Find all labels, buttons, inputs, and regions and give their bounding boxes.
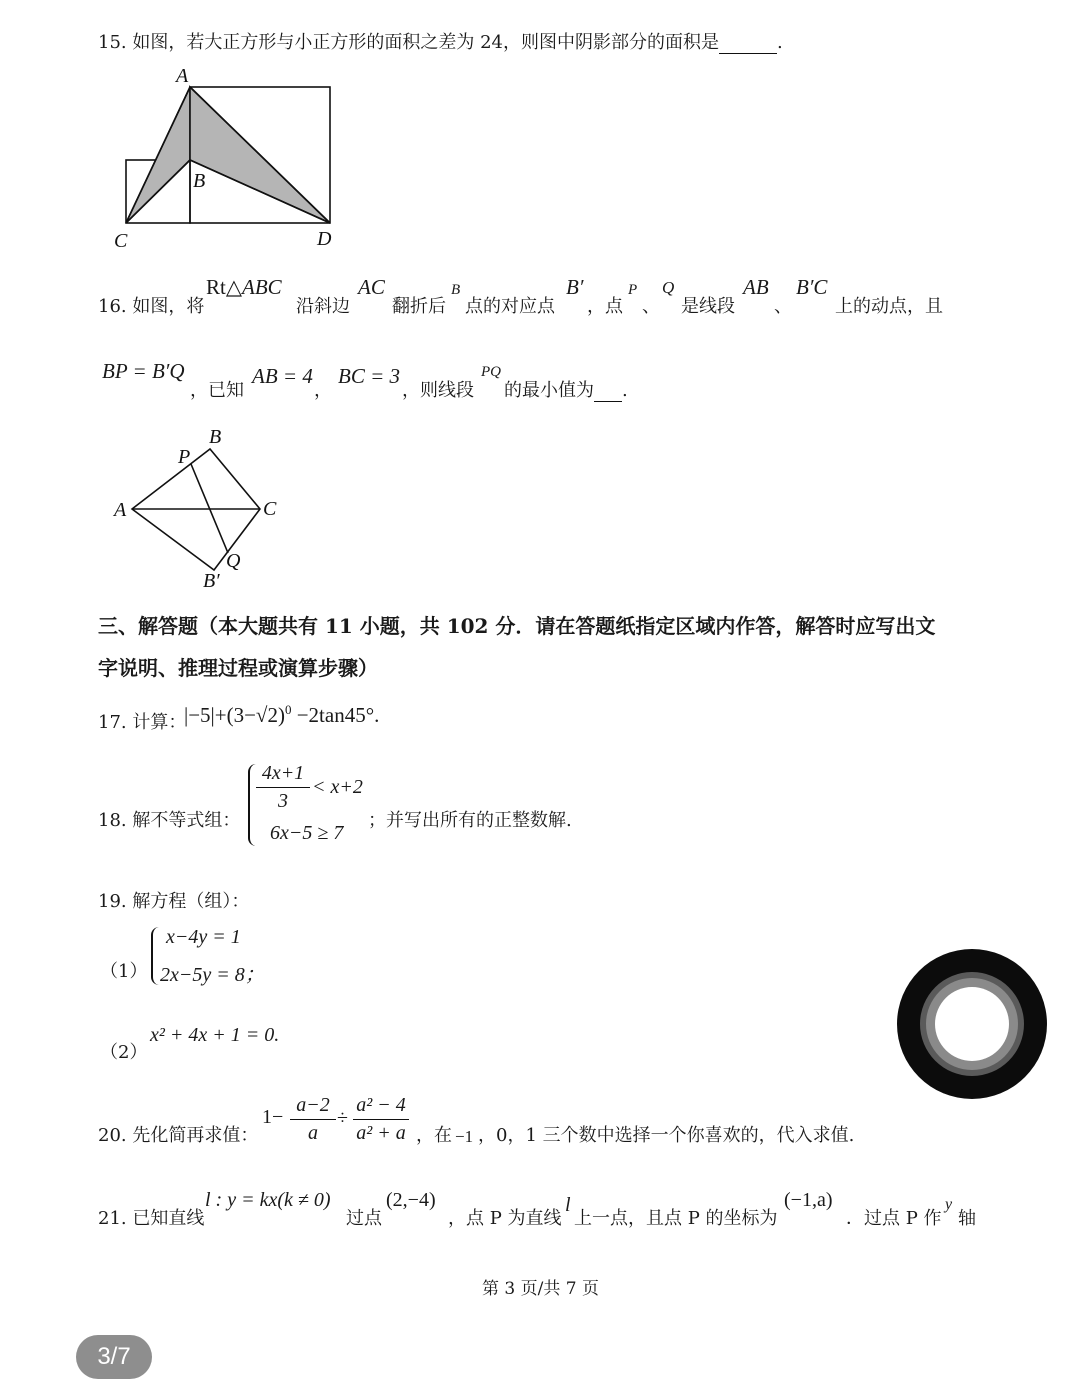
q16-ab-eq: AB = 4	[252, 364, 313, 388]
q19-label: 19. 解方程（组）：	[98, 891, 250, 912]
q21-label: 21. 已知直线	[98, 1208, 205, 1229]
q20-fraction1-bar	[290, 1119, 336, 1120]
q21-t2: ，点 P 为直线	[448, 1208, 562, 1229]
q18-fraction-bar	[256, 787, 310, 788]
q16-bp-eq-bq: BP = B′Q	[102, 359, 185, 383]
q16-p: P	[628, 282, 638, 298]
q16-t4: ，点	[587, 296, 623, 317]
page-indicator-badge[interactable]	[76, 1335, 152, 1379]
q21-point1: (2,−4)	[386, 1189, 436, 1211]
q17-tail: −2tan45°	[296, 703, 375, 727]
q16-line1	[98, 292, 204, 318]
q16-l2-t4: 的最小值为	[504, 380, 594, 401]
label-c: C	[114, 230, 128, 252]
q16-b: B	[451, 282, 461, 298]
label-b: B	[193, 170, 206, 192]
q15-question: 15. 如图，若大正方形与小正方形的面积之差为 24，则图中阴影部分的面积是	[98, 32, 719, 53]
label-d: D	[317, 228, 332, 250]
q15-figure	[100, 60, 350, 255]
q20-fraction1	[290, 1094, 336, 1145]
section3-heading-line1: 三、解答题（本大题共有 11 小题，共 102 分．请在答题纸指定区域内作答，解答时应写出文	[98, 614, 936, 638]
q20-tail2: ，0，1 三个数中选择一个你喜欢的，代入求值.	[478, 1125, 855, 1146]
q17-expression	[184, 702, 379, 728]
q20-tail: ，在	[416, 1125, 452, 1146]
q16-abc: ABC	[242, 275, 282, 299]
q20-fraction2	[353, 1094, 409, 1145]
q18-denominator: 3	[278, 790, 288, 812]
q19-equation3-wrap	[150, 1024, 279, 1047]
q16-l2-t3: ，则线段	[402, 380, 474, 401]
q21-point2: (−1,a)	[784, 1189, 833, 1211]
q20-label: 20. 先化简再求值：	[98, 1125, 259, 1146]
fig-label-q: Q	[226, 550, 241, 572]
q20-one-minus: 1−	[262, 1106, 284, 1128]
q19-equation1: x−4y = 1	[166, 926, 241, 948]
fig-label-p: P	[178, 446, 191, 468]
q18-relation: < x+2	[312, 776, 363, 798]
q18-numerator: 4x+1	[261, 762, 305, 784]
q16-rt-symbol: Rt△	[206, 275, 242, 299]
q17-label: 17. 计算：	[98, 712, 187, 733]
q16-l2-tail	[504, 376, 628, 402]
q16-bc-eq: BC = 3	[338, 364, 401, 388]
q20-numerator2: a² − 4	[356, 1094, 406, 1116]
q19-part2-label: （2）	[100, 1042, 148, 1063]
assistive-touch-icon[interactable]	[897, 949, 1047, 1099]
q16-l2-end: .	[622, 380, 628, 401]
q21-l: l	[565, 1194, 571, 1216]
q16-ac: AC	[358, 275, 385, 299]
q16-q: Q	[662, 278, 675, 297]
q16-t1: 沿斜边	[296, 296, 350, 317]
q16-bpc: B′C	[796, 275, 828, 299]
fig-label-c: C	[263, 498, 277, 520]
q19-equation3: x² + 4x + 1 = 0	[150, 1024, 275, 1046]
q17-expr: |−5|+(3−√2)	[184, 703, 285, 727]
q21-y: y	[945, 1196, 953, 1213]
q21-t4: ．过点 P 作	[846, 1208, 942, 1229]
label-a: A	[176, 65, 189, 87]
assistive-touch-center	[935, 987, 1009, 1061]
q16-lead: 16. 如图，将	[98, 296, 205, 317]
q16-rt	[206, 275, 282, 300]
q21-t1: 过点	[346, 1208, 382, 1229]
q16-bprime: B′	[566, 275, 584, 299]
q20-numerator1: a−2	[296, 1094, 330, 1116]
q15-end: .	[776, 32, 783, 53]
q18-label: 18. 解不等式组：	[98, 810, 241, 831]
q19-part1-label: （1）	[100, 961, 148, 982]
q20-neg-one: −1	[455, 1127, 474, 1146]
q16-ab: AB	[743, 275, 769, 299]
q21-t3: 上一点，且点 P 的坐标为	[574, 1208, 778, 1229]
q16-l2-t2: ，	[314, 380, 332, 401]
fig-label-a: A	[114, 499, 127, 521]
page-indicator-text: 3/7	[97, 1343, 131, 1370]
q20-denominator2: a² + a	[356, 1122, 406, 1144]
q17-exponent: 0	[284, 702, 292, 717]
q16-figure	[108, 425, 288, 595]
q20-divide: ÷	[337, 1107, 348, 1129]
q16-t2: 翻折后	[392, 296, 446, 317]
q19-equation2: 2x−5y = 8；	[160, 964, 265, 986]
q16-t6: 是线段	[681, 296, 735, 317]
section3-heading-line2: 字说明、推理过程或演算步骤）	[98, 656, 378, 680]
q16-t5: 、	[642, 296, 660, 317]
q20-fraction2-bar	[353, 1119, 409, 1120]
q15-text	[98, 28, 783, 54]
q16-answer-blank	[594, 383, 622, 402]
q16-t7: 、	[774, 296, 792, 317]
q18-inequality2: 6x−5 ≥ 7	[270, 822, 344, 844]
page-footer: 第 3 页/共 7 页	[482, 1279, 599, 1299]
q18-fraction	[256, 762, 310, 813]
q18-tail: ；并写出所有的正整数解.	[368, 810, 572, 831]
q21-line-eq: l : y = kx(k ≠ 0)	[205, 1189, 331, 1211]
q17-end: .	[374, 703, 380, 727]
fig-label-b: B	[209, 426, 222, 448]
q16-t3: 点的对应点	[465, 296, 555, 317]
q16-l2-t1: ，已知	[190, 380, 244, 401]
q16-pq: PQ	[481, 364, 501, 380]
q20-denominator1: a	[308, 1122, 318, 1144]
q21-t5: 轴	[958, 1208, 976, 1229]
q15-answer-blank	[719, 35, 777, 54]
fig-label-bprime: B′	[203, 570, 220, 592]
q19-end: .	[274, 1024, 280, 1046]
q16-t8: 上的动点，且	[835, 296, 943, 317]
